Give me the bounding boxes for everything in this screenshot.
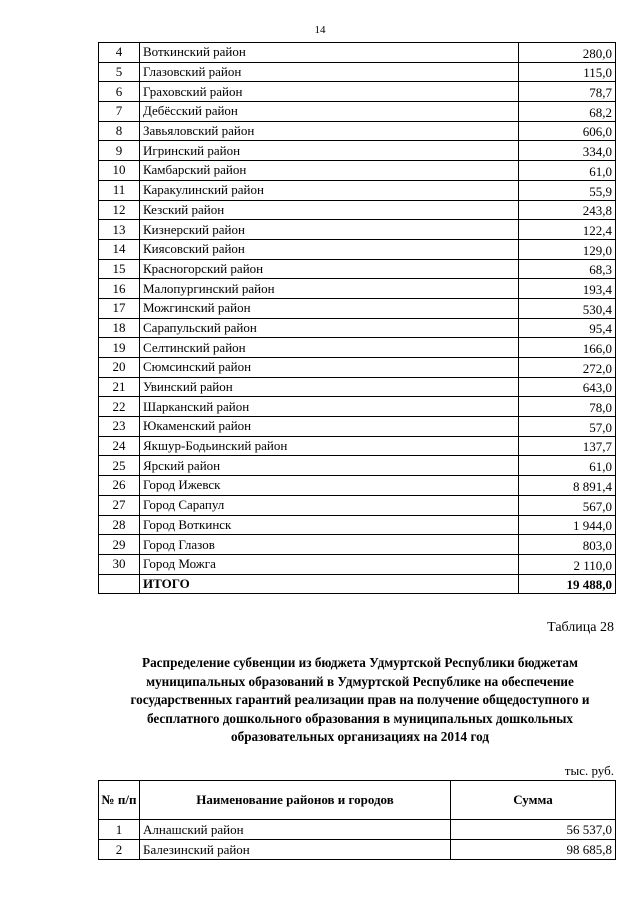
- row-value: 95,4: [519, 318, 616, 338]
- header-num: № п/п: [99, 781, 140, 820]
- row-value: 243,8: [519, 200, 616, 220]
- header-sum: Сумма: [451, 781, 616, 820]
- row-value: 55,9: [519, 180, 616, 200]
- row-number: 29: [99, 535, 140, 555]
- row-value: 272,0: [519, 358, 616, 378]
- row-number: 27: [99, 495, 140, 515]
- table-row: [99, 476, 616, 496]
- row-number: 28: [99, 515, 140, 535]
- row-number: 15: [99, 259, 140, 279]
- row-value: 803,0: [519, 535, 616, 555]
- row-name: Алнашский район: [140, 820, 451, 840]
- row-name: Глазовский район: [140, 62, 519, 82]
- row-number: 30: [99, 554, 140, 574]
- units-label: тыс. руб.: [564, 763, 614, 778]
- row-name: Селтинский район: [140, 338, 519, 358]
- row-value: 193,4: [519, 279, 616, 299]
- row-value: 68,3: [519, 259, 616, 279]
- row-number: 16: [99, 279, 140, 299]
- allocation-table-continued: [98, 42, 616, 594]
- table-header-row: [99, 781, 616, 820]
- row-name: Камбарский район: [140, 161, 519, 181]
- row-value: 61,0: [519, 456, 616, 476]
- row-name: Юкаменский район: [140, 417, 519, 437]
- row-number: 10: [99, 161, 140, 181]
- row-value: 78,7: [519, 82, 616, 102]
- row-value: 606,0: [519, 121, 616, 141]
- row-name: Можгинский район: [140, 298, 519, 318]
- row-name: Город Можга: [140, 554, 519, 574]
- row-name: Киясовский район: [140, 239, 519, 259]
- row-value: 78,0: [519, 397, 616, 417]
- table-label: Таблица 28: [547, 620, 614, 635]
- table-row: [99, 535, 616, 555]
- row-name: Балезинский район: [140, 840, 451, 860]
- table-row: [99, 417, 616, 437]
- table-row: [99, 43, 616, 63]
- row-value: 68,2: [519, 102, 616, 122]
- table-row: [99, 180, 616, 200]
- row-number: 13: [99, 220, 140, 240]
- row-number: 19: [99, 338, 140, 358]
- row-number: 14: [99, 239, 140, 259]
- row-name: Город Глазов: [140, 535, 519, 555]
- row-name: Воткинский район: [140, 43, 519, 63]
- row-value: 98 685,8: [451, 840, 616, 860]
- table-row: [99, 161, 616, 181]
- table-row: [99, 82, 616, 102]
- row-value: 137,7: [519, 436, 616, 456]
- row-value: 643,0: [519, 377, 616, 397]
- table-row: [99, 840, 616, 860]
- row-number: 17: [99, 298, 140, 318]
- row-number: 12: [99, 200, 140, 220]
- table-row: [99, 436, 616, 456]
- row-value: 530,4: [519, 298, 616, 318]
- row-number: 26: [99, 476, 140, 496]
- table-row: [99, 338, 616, 358]
- row-value: 1 944,0: [519, 515, 616, 535]
- row-number: 5: [99, 62, 140, 82]
- row-number: 22: [99, 397, 140, 417]
- row-name: Игринский район: [140, 141, 519, 161]
- row-number: 1: [99, 820, 140, 840]
- total-value: 19 488,0: [519, 574, 616, 594]
- row-name: Якшур-Бодьинский район: [140, 436, 519, 456]
- table-row: [99, 495, 616, 515]
- row-value: 57,0: [519, 417, 616, 437]
- table-row: [99, 358, 616, 378]
- table-row: [99, 102, 616, 122]
- row-number: 8: [99, 121, 140, 141]
- row-number: 20: [99, 358, 140, 378]
- row-name: Дебёсский район: [140, 102, 519, 122]
- row-number: 4: [99, 43, 140, 63]
- row-value: 2 110,0: [519, 554, 616, 574]
- row-name: Красногорский район: [140, 259, 519, 279]
- row-name: Кизнерский район: [140, 220, 519, 240]
- row-number: 24: [99, 436, 140, 456]
- subvention-table: [98, 780, 616, 860]
- row-name: Каракулинский район: [140, 180, 519, 200]
- row-name: Малопургинский район: [140, 279, 519, 299]
- row-value: 129,0: [519, 239, 616, 259]
- row-name: Шарканский район: [140, 397, 519, 417]
- table-row: [99, 377, 616, 397]
- table-row: [99, 279, 616, 299]
- row-number: 23: [99, 417, 140, 437]
- total-row: [99, 574, 616, 594]
- row-name: Город Ижевск: [140, 476, 519, 496]
- row-value: 166,0: [519, 338, 616, 358]
- row-number: 18: [99, 318, 140, 338]
- row-number: 11: [99, 180, 140, 200]
- table-row: [99, 515, 616, 535]
- row-number: 7: [99, 102, 140, 122]
- row-number: 9: [99, 141, 140, 161]
- row-number: 21: [99, 377, 140, 397]
- table-row: [99, 397, 616, 417]
- table-row: [99, 554, 616, 574]
- row-value: 8 891,4: [519, 476, 616, 496]
- table-row: [99, 820, 616, 840]
- row-value: 56 537,0: [451, 820, 616, 840]
- header-name: Наименование районов и городов: [140, 781, 451, 820]
- table-row: [99, 220, 616, 240]
- row-number: 6: [99, 82, 140, 102]
- row-name: Ярский район: [140, 456, 519, 476]
- row-name: Увинский район: [140, 377, 519, 397]
- table-row: [99, 121, 616, 141]
- table-row: [99, 318, 616, 338]
- row-name: Город Сарапул: [140, 495, 519, 515]
- row-number: 25: [99, 456, 140, 476]
- row-value: 122,4: [519, 220, 616, 240]
- table-row: [99, 239, 616, 259]
- row-value: 334,0: [519, 141, 616, 161]
- page-number: 14: [314, 24, 326, 36]
- row-value: 115,0: [519, 62, 616, 82]
- total-num: [99, 574, 140, 594]
- section-title: Распределение субвенции из бюджета Удмуртской Республики бюджетам муниципальных образований в Удмуртской Республике на обеспечение государственных гарантий реализации прав на получение общедоступного и бесплатного дошкольного образования в муниципальных дошкольных образовательных организациях на 2014 год: [130, 655, 590, 744]
- row-name: Город Воткинск: [140, 515, 519, 535]
- row-value: 567,0: [519, 495, 616, 515]
- table-row: [99, 259, 616, 279]
- row-number: 2: [99, 840, 140, 860]
- row-value: 280,0: [519, 43, 616, 63]
- total-label: ИТОГО: [140, 574, 519, 594]
- table-row: [99, 62, 616, 82]
- row-name: Сарапульский район: [140, 318, 519, 338]
- row-name: Сюмсинский район: [140, 358, 519, 378]
- row-name: Граховский район: [140, 82, 519, 102]
- table-row: [99, 298, 616, 318]
- row-name: Кезский район: [140, 200, 519, 220]
- table-row: [99, 456, 616, 476]
- table-row: [99, 200, 616, 220]
- row-value: 61,0: [519, 161, 616, 181]
- row-name: Завьяловский район: [140, 121, 519, 141]
- table-row: [99, 141, 616, 161]
